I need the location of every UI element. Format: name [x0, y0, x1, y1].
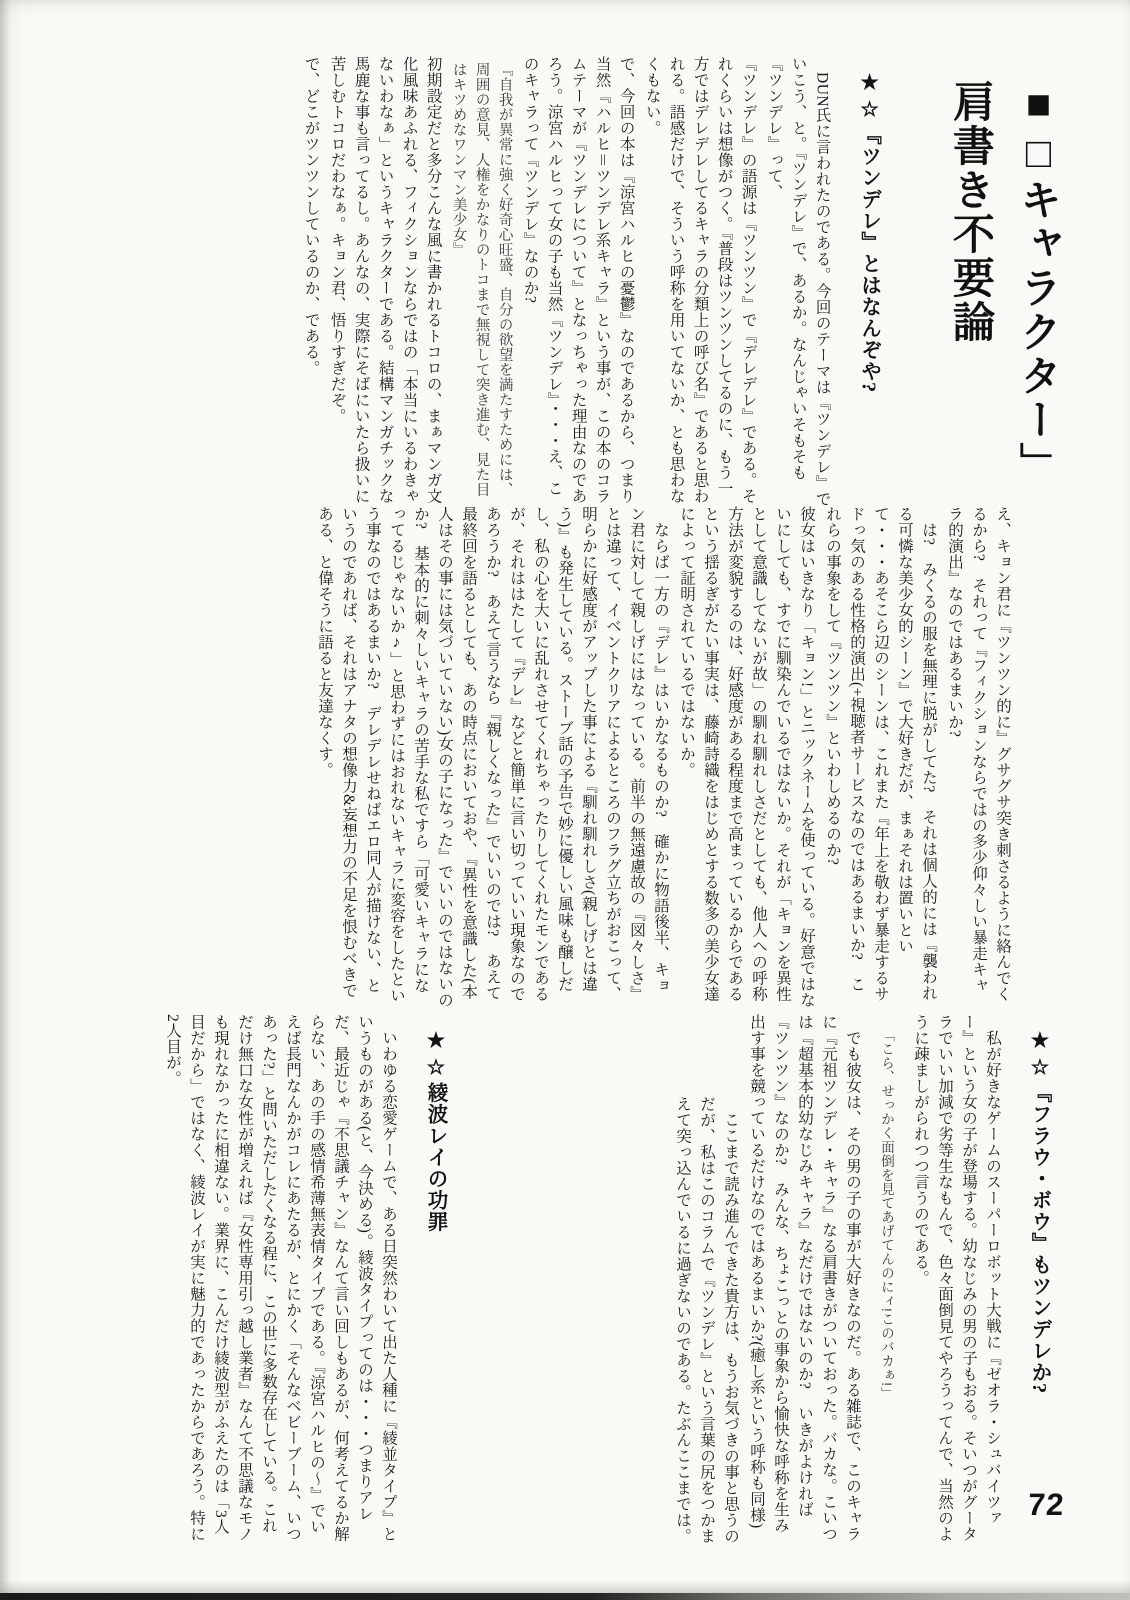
paragraph: ならば一方の『デレ』はいかなるものか? 確かに物語後半、キョン君に対して親しげにはなっている。前半の無遠慮故の『図々しさ』とは違って、イベントクリアによるところのフラグ立ちがおこって、明らかに好感度がアップした事による『馴れ馴れしさ(親しげとは違う)』も発生している。ストーブ話の予告で妙に優しい風味も醸しだし、私の心を大いに乱れさせてくれちゃったりしてくれたモンであるが、それははたして『デレ』などと簡単に言い切っていい現象なのであろうか? あえて言うなら『親しくなった』でいいのでは? あえて最終回を語るとしても、あの時点においておや、『異性を意識した(本人はその事には気づいていない)女の子になった』でいいのではないのか? 基本的に刺々しいキャラの苦手な私ですら「可愛いキャラになってるじゃないか♪」と思わずにはおれないキャラに変容をしたという事なのではあるまいか? デレデレせねばエロ同人が描けない、というのであれば、それはアナタの想像力&妄想力の不足を恨むべきである、と偉そうに語ると友達なくす。 [316, 506, 669, 1008]
paragraph: 初期設定だと多分こんな風に書かれるトコロの、まぁマンガ文化風味あふれる、フィクションならではの「本当にいるわきゃないわなぁ」というキャラクターである。結構マンガチックな馬鹿な事も言ってるし。あんなの、実際にそばにいたら扱いに苦しむトコロだわなぁ。キョン君、悟りすぎだぞ。 [328, 56, 442, 504]
star-icons: ★☆ [857, 70, 880, 124]
paragraph: でも彼女は、その男の子の事が大好きなのだ。ある雑誌で、このキャラに『元祖ツンデレ・キャラ』なる肩書きがついておった。バカな。こいつは『超基本的幼なじみキャラ』なだけではないのか? いきがよければ『ツンツン』なのか? みんな、ちょこっとの事象から愉快な呼称を生み出す事を競っているだけなのではあるまいか?(癒し系という呼称も同様) [748, 1014, 861, 1542]
section-heading-ayanami [420, 1014, 450, 1546]
quote-block: 『自我が異常に強く好奇心旺盛、自分の欲望を満たすためには、周囲の意見、人権をかなりのトコまで無視して突き進む、見た目はキツめなワンマン美少女』 [450, 62, 513, 497]
middle-band [130, 506, 1016, 1008]
section-ayanami [82, 1014, 462, 1546]
paragraph: で、今回の本は『涼宮ハルヒの憂鬱』なのであるから、つまり当然『ハルヒ＝ツンデレ系キャラ』という事が、この本のコラムテーマが『ツンデレについて』となっちゃった理由なのであろう。涼宮ハルヒって女の子も当然『ツンデレ』・・・え、このキャラって『ツンデレ』なのか? [521, 56, 635, 505]
paragraph: いわゆる恋愛ゲームで、ある日突然わいて出た人種に『綾並タイプ』というものがある(と、今決める)。綾波タイプってのは・・・つまりアレだ、最近じゃ『不思議チャン』なんて言い回しもあるが、何考えてるか解らない、あの手の感情希薄無表情タイプである。『涼宮ハルヒの〜』でいえば長門なんかがコレにあたるが、とにかく「そんなベビーブーム、いつあった?」と問いただしたくなる程に、この世に多数存在している。これだけ無口な女性が増えれば『女性専用引っ越し業者』なんて不思議なモノも現れなかったに相違ない。業界に、こんだけ綾波型がふえたのは「3人目だから」ではなく、綾波レイが実に魅力的であったからであろう。特に2人目が。 [164, 1014, 397, 1542]
paragraph: で、どこがツンツンしているのか、である。 [302, 56, 320, 376]
section-frau-bow [470, 1014, 1066, 1546]
quote-block: 「こら、せっかく面倒を見てあげてんのにィ!このバカぁ!」 [879, 1028, 894, 1401]
star-icons: ★☆ [424, 1028, 446, 1082]
scan-edge-left [0, 0, 10, 1600]
top-band [64, 56, 1118, 508]
paragraph: ここまで読み進んできた貴方は、もうお気づきの事と思うのだが、私はこのコラムで『ツンデレ』という言葉の尻をつかまえて突っ込んでいるに過ぎないのである。たぶんここまでは。 [674, 1096, 739, 1544]
section-heading-tsundere-label: 『ツンデレ』とはなんぞや? [857, 124, 880, 394]
paragraph: DUN氏に言われたのである。今回のテーマは『ツンデレ』でいこう、と。『ツンデレ』で、あるか。なんじゃいそもそも『ツンデレ』って、 [765, 56, 831, 507]
section-heading-frau-label: 『フラウ・ボウ』もツンデレか? [1028, 1082, 1050, 1395]
section-heading-frau [1024, 1014, 1054, 1546]
square-markers-icon: ■□ [1015, 80, 1062, 178]
scan-edge-bottom [0, 1593, 1130, 1600]
paragraph: は? みくるの服を無理に脱がしてた? それは個人的には『襲われる可憐な美少女的シーン』で大好きだが、まぁそれは置いといて・・・あそこら辺のシーンは、これまた『年上を敬わず暴走するサドっ気のある性格的演出(+視聴者サービスなのではあるまいか? これらの事象をして『ツンツン』といわしめるのか? [824, 506, 937, 1002]
page-title [938, 56, 1072, 508]
paragraph: 彼女はいきなり「キョン!」とニックネームを使っている。好意ではないにしても、すでに馴染んでいるではないか。それが「キョンを異性として意識してないが故」の馴れ馴れしさだとしても、他人への呼称方法が変貌するのは、好感度がある程度まで高まっているからであるという揺るぎがたい事実は、藤崎詩織をはじめとする数多の美少女達によって証明されているではないか。 [678, 506, 815, 1008]
page-number: 72 [1026, 1487, 1066, 1522]
star-icons: ★☆ [1028, 1028, 1050, 1082]
paragraph: 私が好きなゲームのスーパーロボット大戦に『ゼオラ・シュバイツァー』という女の子が登場する。幼なじみの男の子もおる。そいつがグータラでいい加減で劣等生なもんで、色々面倒見てやろうってんで、当然のように疎ましがられつつ言うのである。 [912, 1014, 1001, 1542]
page-title-line1: キャラクター」 [1015, 178, 1062, 486]
paragraph: え、キョン君に『ツンツン的に』グサグサ突き刺さるように絡んでくるから? それって『フィクションならではの多少仰々しい暴走キャラ的演出』なのではあるまいか? [946, 506, 1011, 1002]
scan-edge-fade [0, 1580, 1130, 1594]
page-title-line2: 肩書き不要論 [947, 80, 995, 344]
section-heading-tsundere [854, 56, 884, 508]
paragraph: 『ツンデレ』の語源は『ツンツン』で『デレデレ』である。それくらいは想像がつく。『普段はツンツンしてるのに、もう一方ではデレデレしてるキャラの分類上の呼び名』であると思われる。語感だけで、そういう呼称を用いてないか、とも思わなくもない。 [643, 56, 757, 504]
section-heading-ayanami-label: 綾波レイの功罪 [424, 1082, 446, 1233]
